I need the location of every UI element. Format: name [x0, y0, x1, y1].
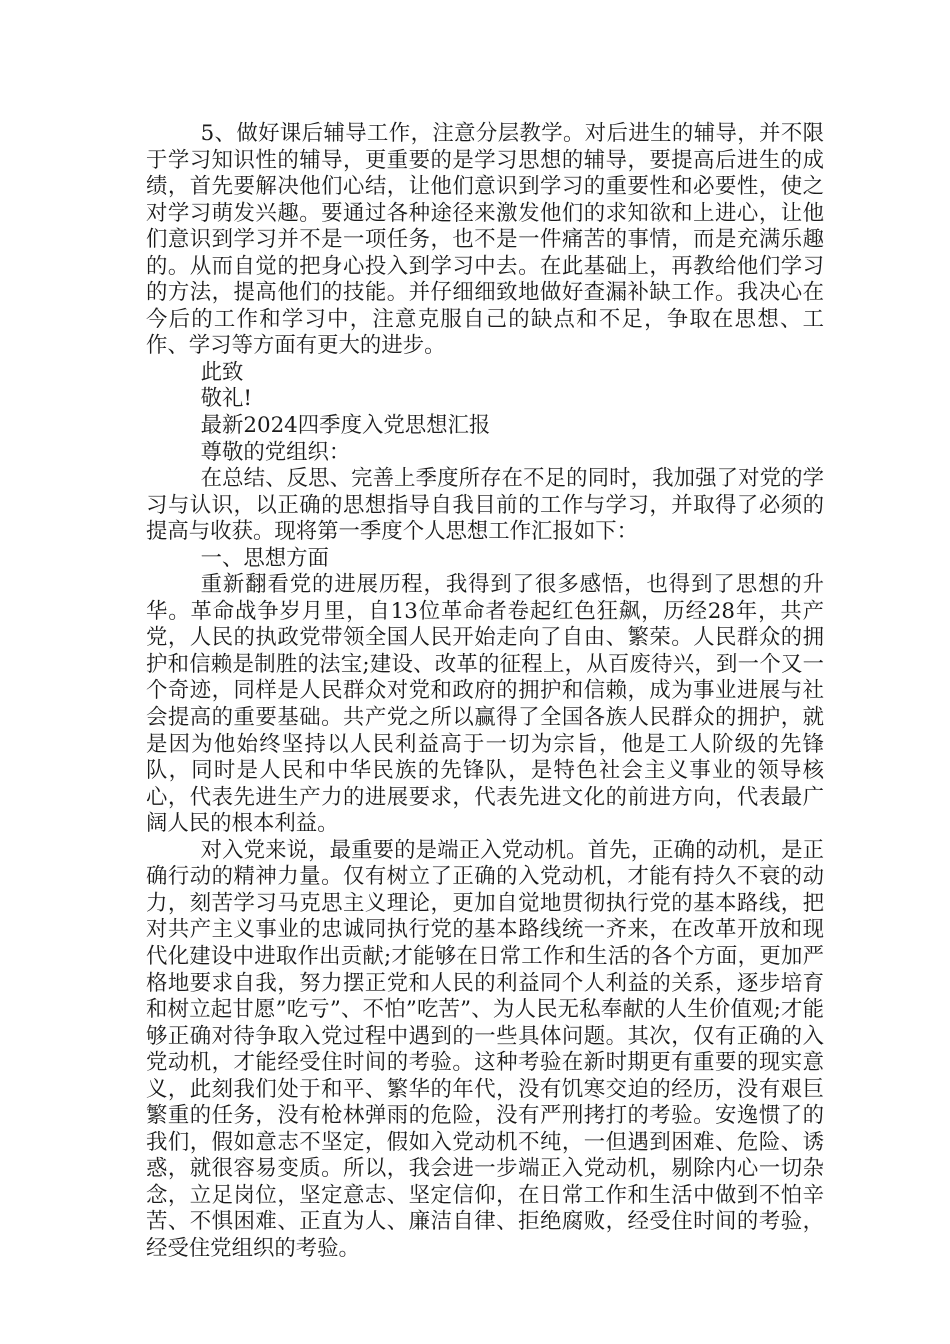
- paragraph-party-history: 重新翻看党的进展历程，我得到了很多感悟，也得到了思想的升华。革命战争岁月里，自13位革命者卷起红色狂飙，历经28年，共产党，人民的执政党带领全国人民开始走向了自由、繁荣。人民群众的拥护和信赖是制胜的法宝;建设、改革的征程上，从百废待兴，到一个又一个奇迹，同样是人民群众对党和政府的拥护和信赖，成为事业进展与社会提高的重要基础。共产党之所以赢得了全国各族人民群众的拥护，就是因为他始终坚持以人民利益高于一切为宗旨，他是工人阶级的先锋队，同时是人民和中华民族的先锋队，是特色社会主义事业的领导核心，代表先进生产力的进展要求，代表先进文化的前进方向，代表最广阔人民的根本利益。: [146, 572, 824, 837]
- paragraph-tutoring: 5、做好课后辅导工作，注意分层教学。对后进生的辅导，并不限于学习知识性的辅导，更重要的是学习思想的辅导，要提高后进生的成绩，首先要解决他们心结，让他们意识到学习的重要性和必要性，使之对学习萌发兴趣。要通过各种途径来激发他们的求知欲和上进心，让他们意识到学习并不是一项任务，也不是一件痛苦的事情，而是充满乐趣的。从而自觉的把身心投入到学习中去。在此基础上，再教给他们学习的方法，提高他们的技能。并仔细细致地做好查漏补缺工作。我决心在今后的工作和学习中，注意克服自己的缺点和不足，争取在思想、工作、学习等方面有更大的进步。: [146, 121, 824, 359]
- salutation: 尊敬的党组织：: [200, 439, 351, 465]
- report-title: 最新2024四季度入党思想汇报: [200, 413, 491, 439]
- paragraph-motivation: 对入党来说，最重要的是端正入党动机。首先，正确的动机，是正确行动的精神力量。仅有树立了正确的入党动机，才能有持久不衰的动力，刻苦学习马克思主义理论，更加自觉地贯彻执行党的基本路线，把对共产主义事业的忠诚同执行党的基本路线统一齐来，在改革开放和现代化建设中进取作出贡献;才能够在日常工作和生活的各个方面，更加严格地要求自我，努力摆正党和人民的利益同个人利益的关系，逐步培育和树立起甘愿”吃亏”、不怕”吃苦”、为人民无私奉献的人生价值观;才能够正确对待争取入党过程中遇到的一些具体问题。其次，仅有正确的入党动机，才能经受住时间的考验。这种考验在新时期更有重要的现实意义，此刻我们处于和平、繁华的年代，没有饥寒交迫的经历，没有艰巨繁重的任务，没有枪林弹雨的危险，没有严刑拷打的考验。安逸惯了的我们，假如意志不坚定，假如入党动机不纯，一但遇到困难、危险、诱惑，就很容易变质。所以，我会进一步端正入党动机，剔除内心一切杂念，立足岗位，坚定意志、坚定信仰，在日常工作和生活中做到不怕辛苦、不惧困难、正直为人、廉洁自律、拒绝腐败，经受住时间的考验，经受住党组织的考验。: [146, 837, 824, 1261]
- closing-line-1: 此致: [200, 359, 244, 385]
- paragraph-intro: 在总结、反思、完善上季度所存在不足的同时，我加强了对党的学习与认识，以正确的思想指导自我目前的工作与学习，并取得了必须的提高与收获。现将第一季度个人思想工作汇报如下：: [146, 466, 824, 545]
- closing-line-2: 敬礼!: [200, 386, 252, 412]
- document-body: [146, 121, 824, 1263]
- section-heading: 一、思想方面: [200, 545, 329, 571]
